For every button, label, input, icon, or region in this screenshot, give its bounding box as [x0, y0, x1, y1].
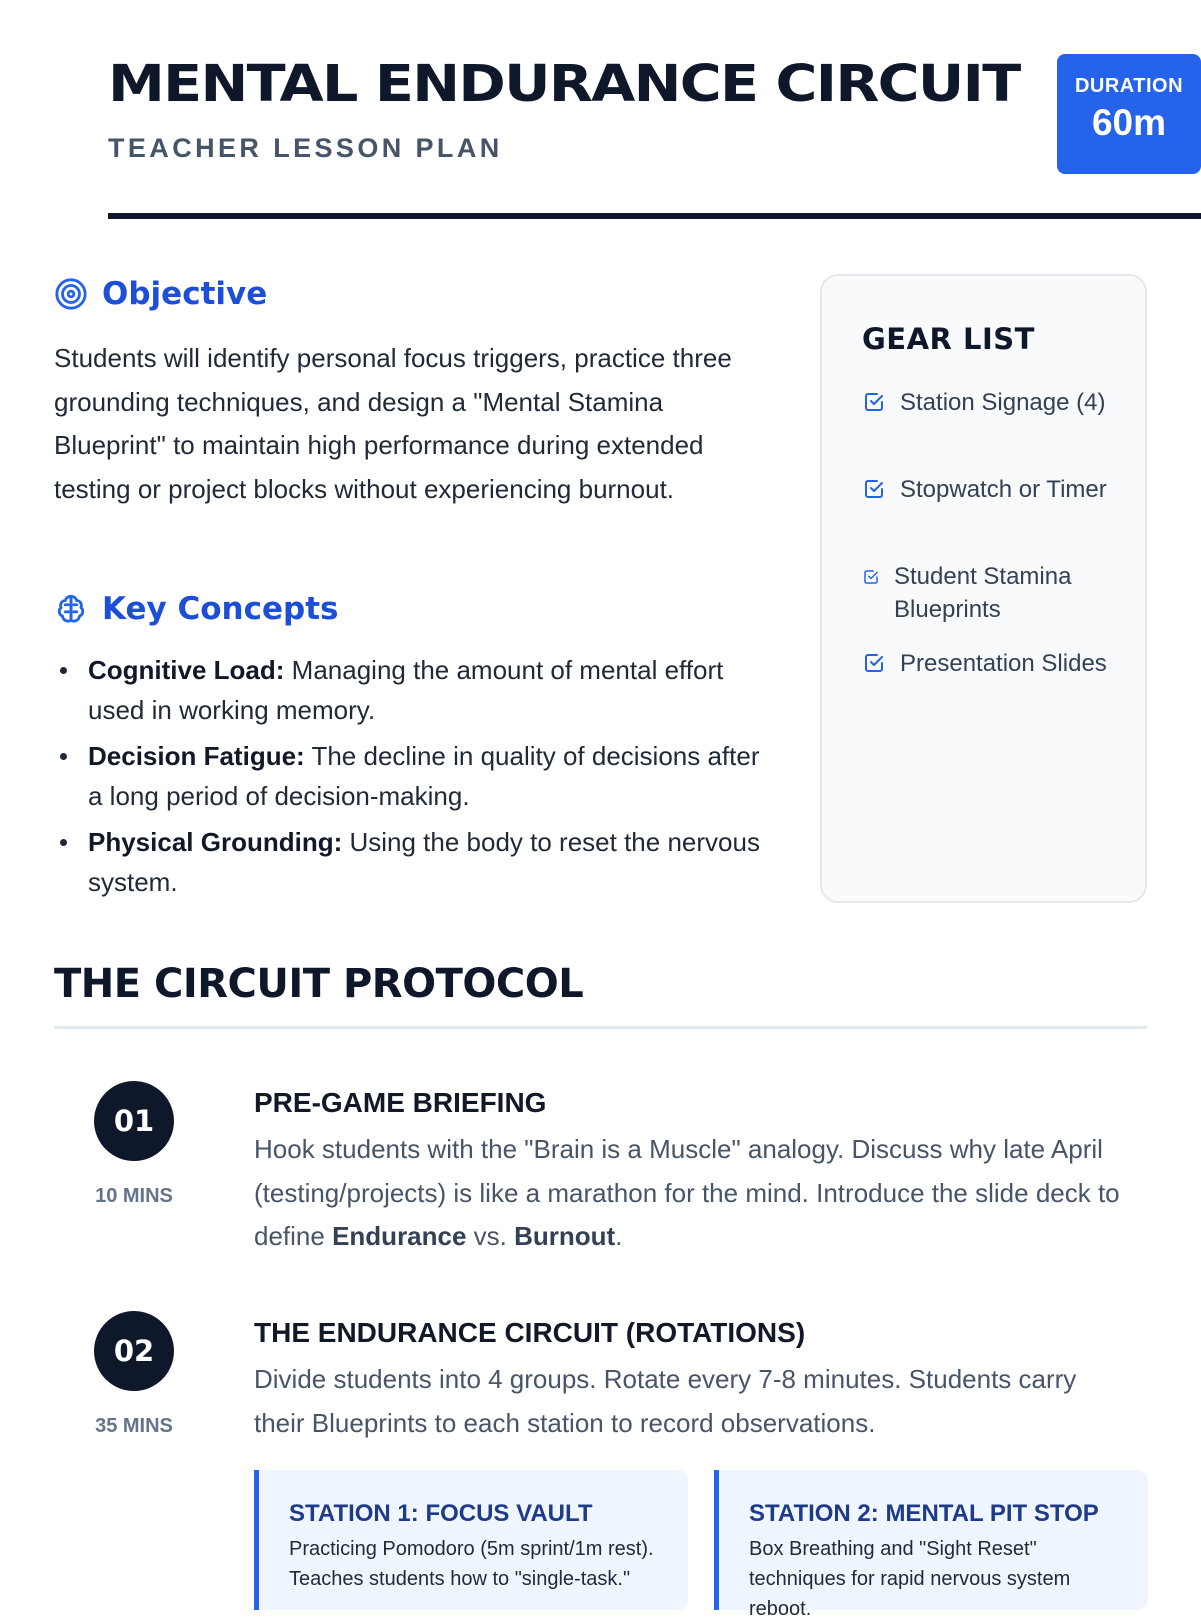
step-description [254, 1128, 1134, 1259]
gear-list-item[interactable] [862, 473, 1112, 506]
gear-item-label: Stopwatch or Timer [900, 476, 1107, 503]
circuit-section-title: THE CIRCUIT PROTOCOL [54, 961, 584, 1007]
target-icon [54, 277, 88, 311]
gear-list-item[interactable] [862, 560, 1112, 626]
step-duration: 35 MINS [95, 1415, 173, 1437]
circuit-divider [54, 1026, 1147, 1029]
header [54, 0, 1184, 220]
station-card [254, 1470, 688, 1610]
concept-definition: The decline in quality of decisions after a long period of decision-making. [88, 741, 760, 811]
station-description: Box Breathing and "Sight Reset" techniques for rapid nervous system reboot. [749, 1538, 1071, 1620]
gear-list-panel [820, 274, 1147, 903]
step-emphasis: Burnout [514, 1221, 616, 1251]
page-subtitle: TEACHER LESSON PLAN [108, 133, 503, 163]
step-title: PRE-GAME BRIEFING [254, 1087, 547, 1118]
station-title: STATION 1: FOCUS VAULT [289, 1500, 593, 1527]
brain-icon [54, 592, 88, 626]
gear-item-label: Presentation Slides [900, 650, 1107, 677]
gear-list-item[interactable] [862, 647, 1112, 680]
checkbox-checked-icon[interactable] [862, 651, 886, 675]
step-description: Divide students into 4 groups. Rotate every 7-8 minutes. Students carry their Blueprints to each station to record observations. [254, 1364, 1077, 1438]
step-text: vs. [466, 1221, 515, 1251]
concept-definition: Using the body to reset the nervous system. [88, 827, 760, 897]
concept-term: Decision Fatigue: [88, 741, 305, 771]
header-divider [108, 213, 1201, 219]
list-item [54, 650, 774, 730]
duration-label: DURATION [1074, 75, 1184, 97]
key-concepts-heading [54, 591, 338, 627]
page-title: MENTAL ENDURANCE CIRCUIT [108, 55, 1020, 114]
gear-item-label: Station Signage (4) [900, 389, 1106, 416]
checkbox-checked-icon[interactable] [862, 477, 886, 501]
step-number-badge: 02 [94, 1311, 174, 1391]
gear-list-item[interactable] [862, 386, 1112, 419]
gear-list-title: GEAR LIST [862, 322, 1035, 356]
station-title: STATION 2: MENTAL PIT STOP [749, 1500, 1099, 1527]
list-item [54, 736, 774, 816]
step-text: . [615, 1221, 623, 1251]
station-description: Practicing Pomodoro (5m sprint/1m rest). Teaches students how to "single-task." [289, 1538, 654, 1590]
concept-definition: Managing the amount of mental effort used in working memory. [88, 655, 724, 725]
step-duration: 10 MINS [95, 1185, 173, 1207]
list-item [54, 822, 774, 902]
duration-value: 60m [1091, 102, 1167, 143]
objective-heading-text: Objective [102, 276, 268, 312]
step-number-badge: 01 [94, 1081, 174, 1161]
step-text: Hook students with the "Brain is a Muscle" analogy. Discuss why late April (testing/projects) is like a marathon for the mind. Introduce the slide deck to define [254, 1134, 1120, 1251]
concept-term: Cognitive Load: [88, 655, 285, 685]
gear-item-label: Student Stamina Blueprints [894, 563, 1072, 623]
objective-heading [54, 276, 267, 312]
checkbox-checked-icon[interactable] [862, 390, 886, 414]
concept-term: Physical Grounding: [88, 827, 343, 857]
objective-text: Students will identify personal focus triggers, practice three grounding techniques, and design a "Mental Stamina Blueprint" to maintain high performance during extended testing or project blocks without experiencing burnout. [54, 343, 732, 504]
step-title: THE ENDURANCE CIRCUIT (ROTATIONS) [254, 1317, 806, 1348]
key-concepts-heading-text: Key Concepts [102, 591, 339, 627]
checkbox-checked-icon[interactable] [862, 568, 880, 586]
duration-badge [1057, 54, 1201, 174]
key-concepts-list [54, 650, 774, 908]
step-emphasis: Endurance [332, 1221, 467, 1251]
station-card [714, 1470, 1148, 1620]
